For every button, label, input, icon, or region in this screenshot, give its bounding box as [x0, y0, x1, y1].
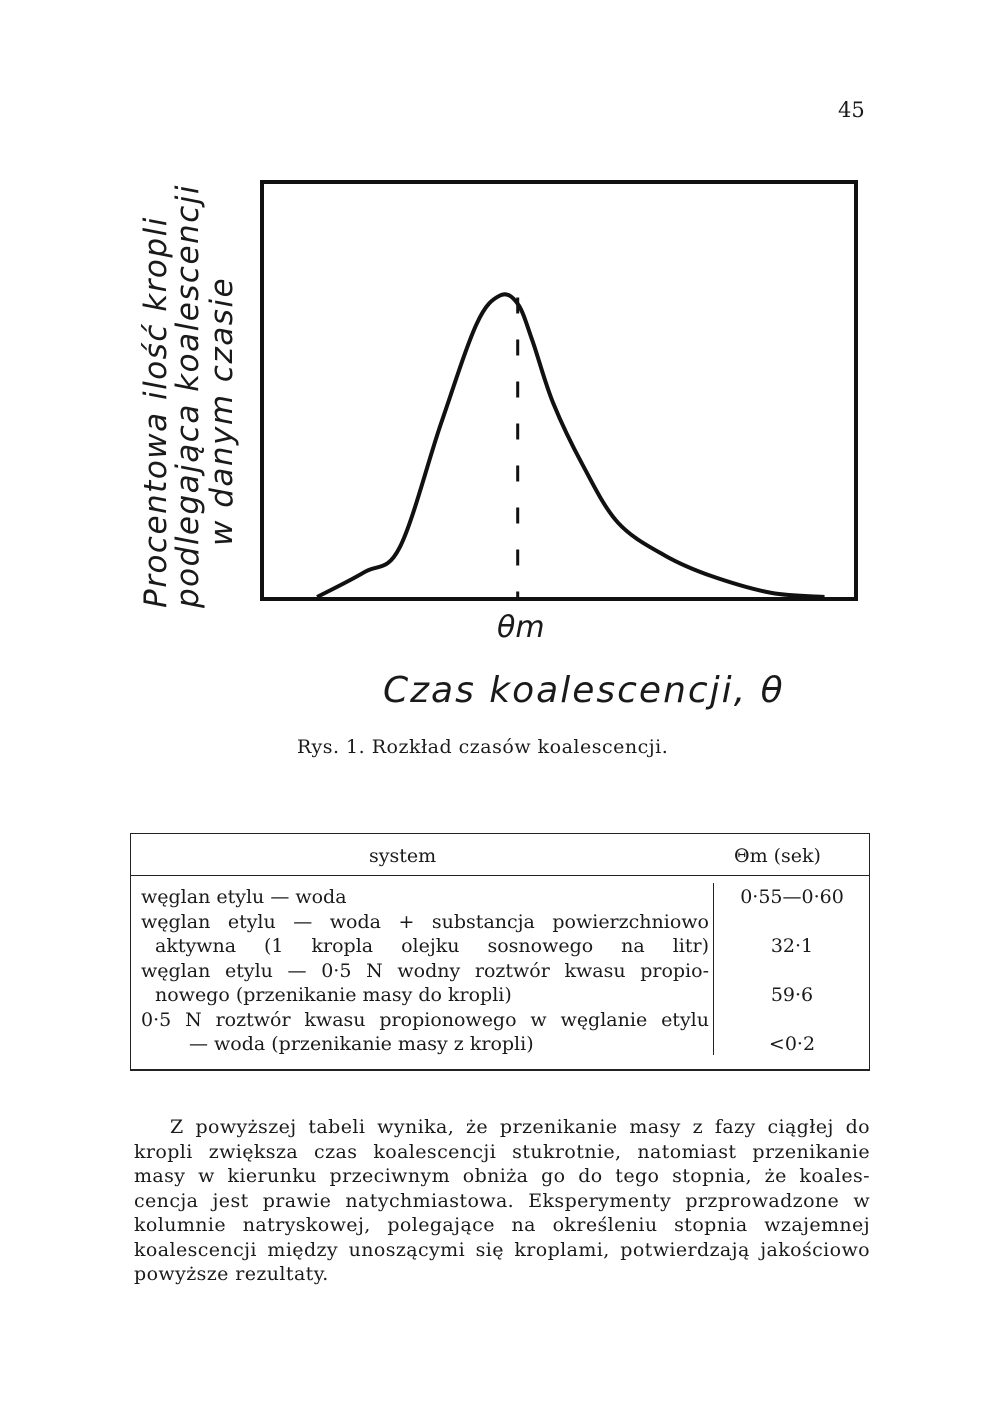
table-row-4-value: <0·2 — [768, 1033, 816, 1055]
paragraph-line-2: kropli zwiększa czas koalescencji stukrotnie, natomiast przenikanie — [134, 1140, 870, 1163]
table-row-2-value: 32·1 — [770, 935, 814, 957]
results-table — [130, 833, 870, 1071]
y-axis-label-line-2: podlegająca koalescencji — [170, 184, 206, 608]
table-row-1-line-1: węglan etylu — woda — [141, 886, 347, 908]
table-row-1-value: 0·55—0·60 — [740, 886, 844, 908]
paragraph-line-4: cencja jest prawie natychmiastowa. Eksperymenty przprowadzone w — [134, 1189, 870, 1212]
paragraph-line-5: kolumnie natryskowej, polegające na określeniu stopnia wzajemnej — [134, 1214, 870, 1236]
page-number: 45 — [838, 98, 865, 122]
table-row-2-line-1: węglan etylu — woda + substancja powierzchniowo — [141, 910, 709, 933]
table-system-column — [141, 885, 709, 1057]
table-row-4-line-2: — woda (przenikanie masy z kropli) — [189, 1033, 534, 1055]
theta-m-marker-label: θm — [497, 610, 545, 645]
table-row-3-value: 59·6 — [770, 984, 814, 1006]
figure-caption: Rys. 1. Rozkład czasów koalescencji. — [297, 736, 669, 758]
table-row-3-line-2: nowego (przenikanie masy do kropli) — [155, 984, 512, 1006]
paragraph-line-6: koalescencji między unoszącymi się kroplami, potwierdzają jakościowo — [134, 1238, 870, 1261]
table-row-3-line-1: węglan etylu — 0·5 N wodny roztwór kwasu propio- — [141, 959, 709, 982]
paragraph-line-7: powyższe rezultaty. — [134, 1263, 329, 1285]
paragraph-line-1: Z powyższej tabeli wynika, że przenikanie masy z fazy ciągłej do — [170, 1116, 870, 1138]
table-header-rule — [131, 875, 869, 876]
y-axis-label-line-1: Procentowa ilość kropli — [138, 216, 174, 608]
chart-frame — [262, 182, 856, 599]
body-paragraph — [134, 1115, 870, 1287]
x-axis-label: Czas koalescencji, θ — [383, 670, 785, 711]
table-header-theta: Θm (sek) — [734, 845, 821, 867]
table-row-4-line-1: 0·5 N roztwór kwasu propionowego w węglanie etylu — [141, 1008, 709, 1031]
table-theta-column — [715, 885, 869, 1057]
distribution-curve-series-1 — [317, 294, 824, 597]
y-axis-label-line-3: w danym czasie — [204, 276, 240, 546]
table-header-system: system — [369, 845, 437, 867]
table-row-2-line-2: aktywna (1 kropla olejku sosnowego na litr) — [155, 935, 709, 957]
table-column-rule — [713, 883, 714, 1055]
paragraph-line-3: masy w kierunku przeciwnym obniża go do tego stopnia, że koales- — [134, 1165, 870, 1187]
distribution-chart — [0, 0, 1000, 640]
